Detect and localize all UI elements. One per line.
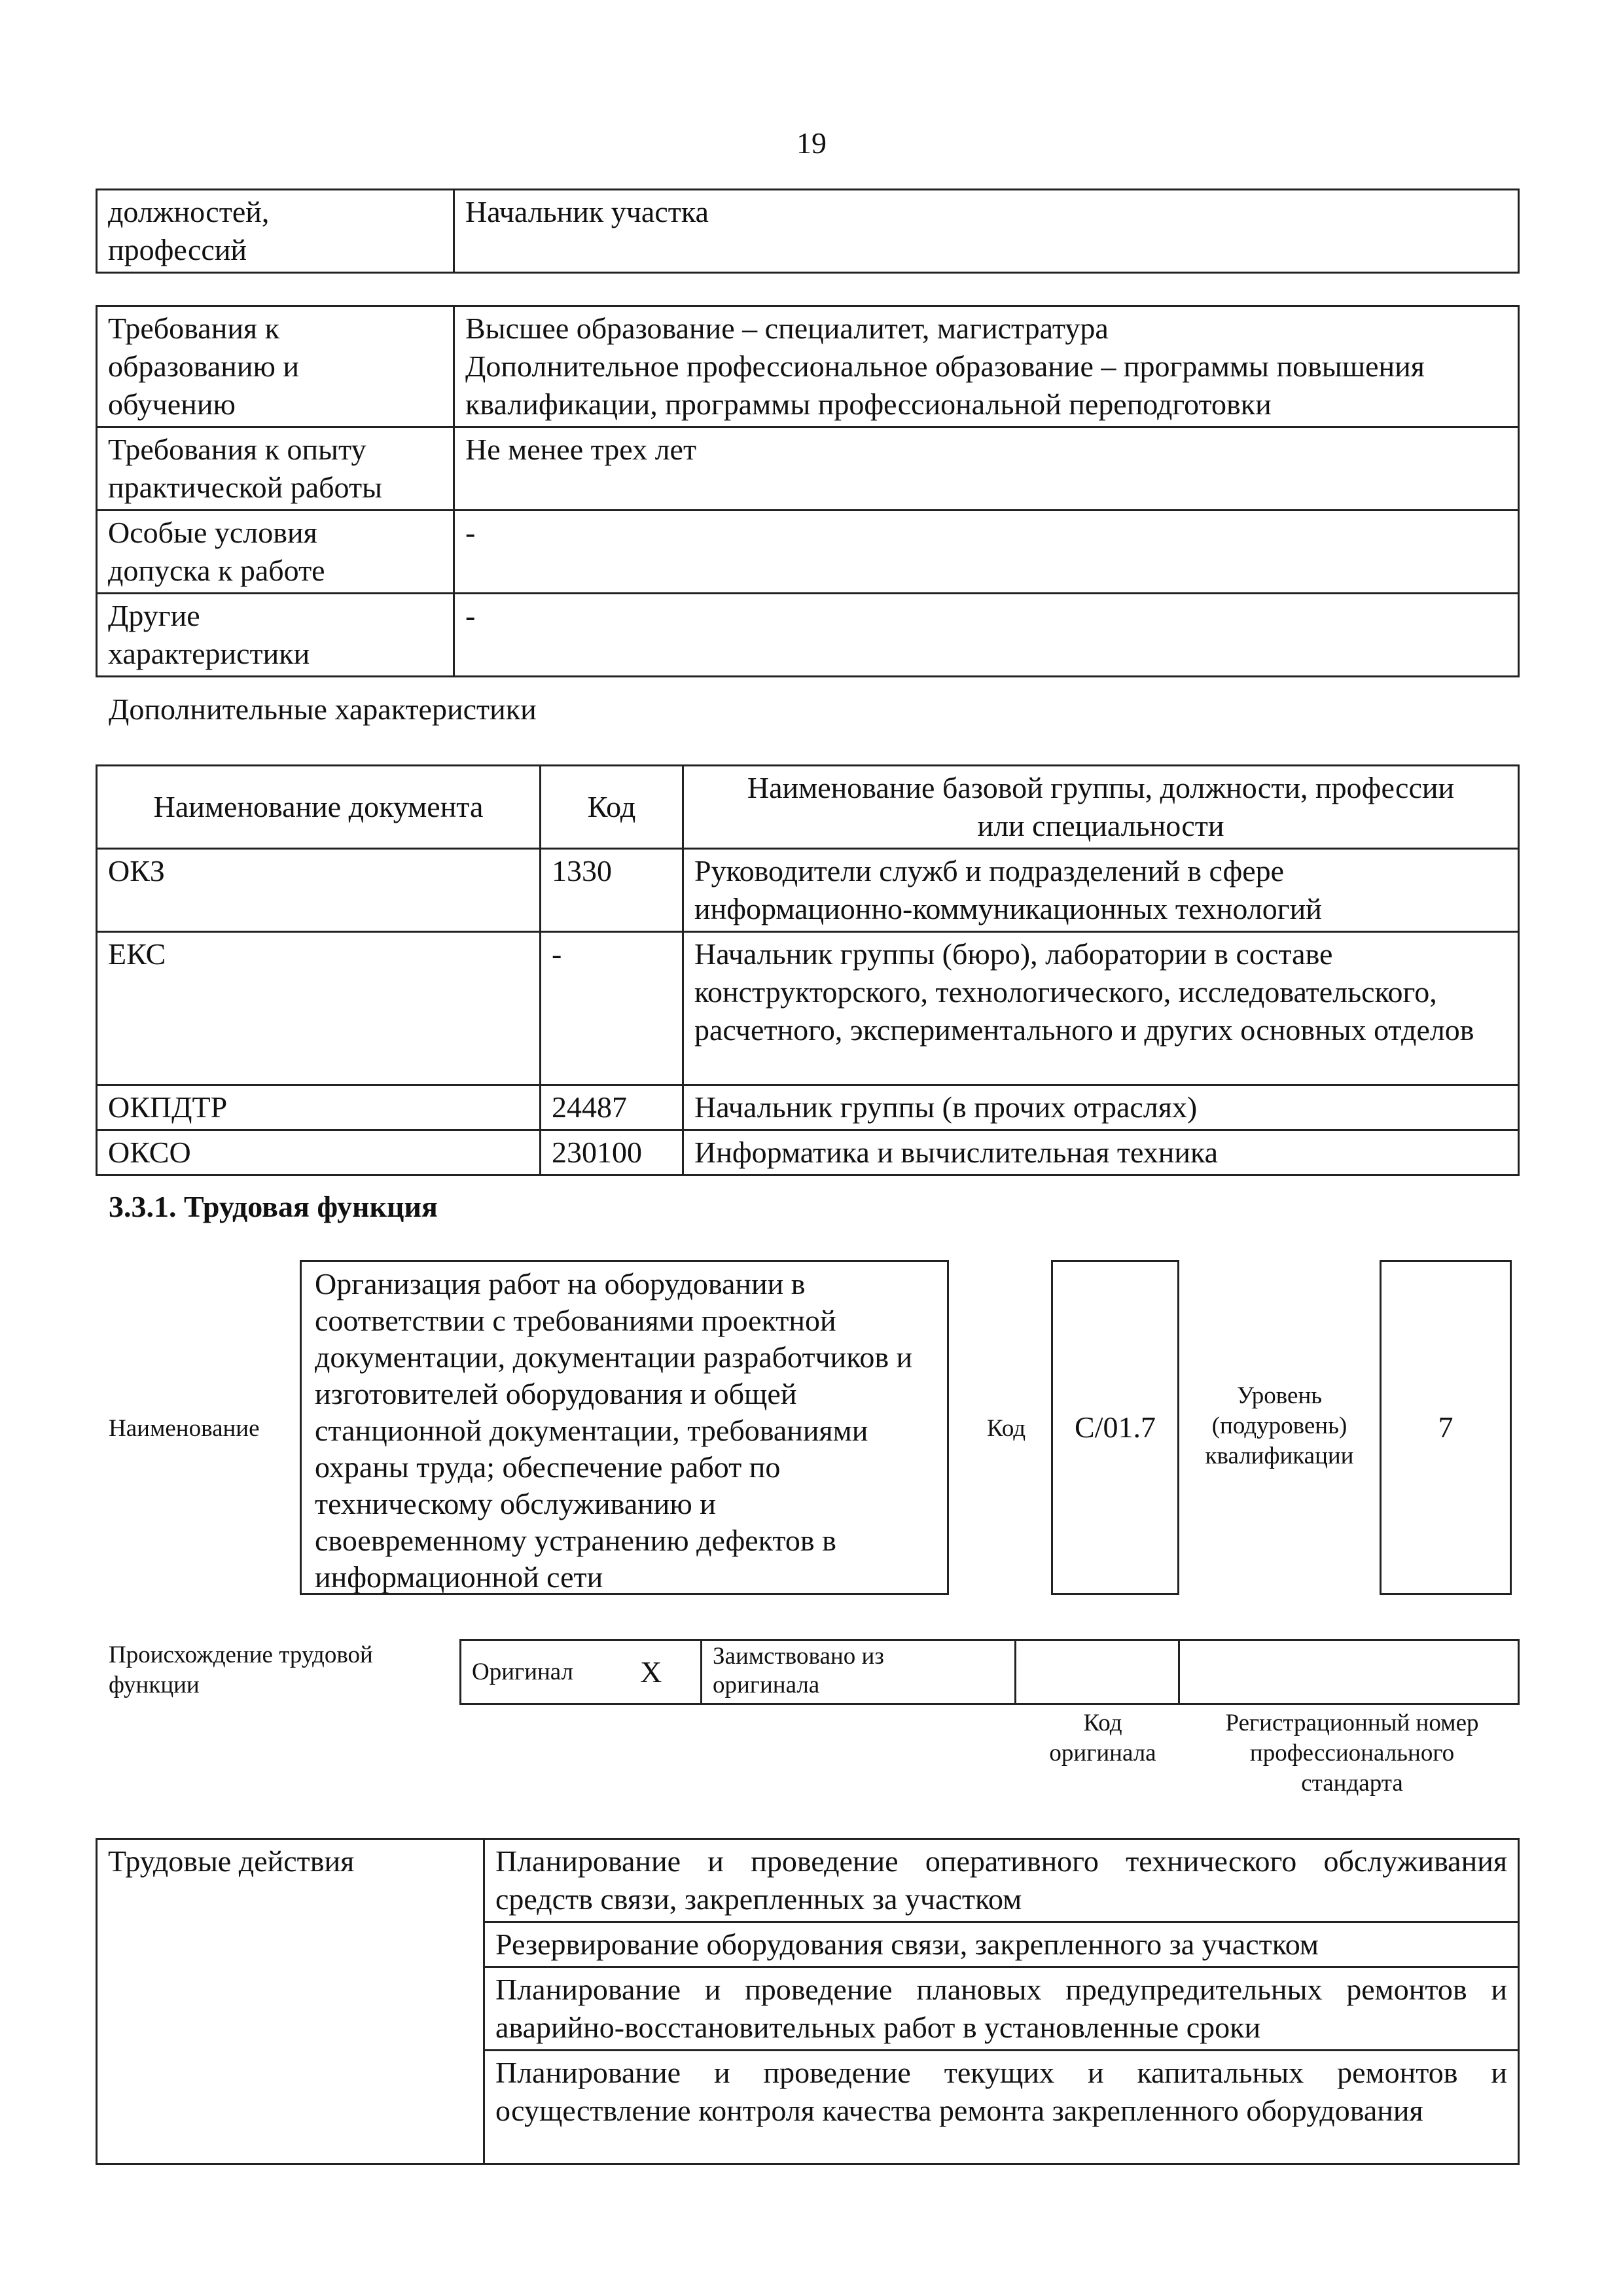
action-item: Планирование и проведение оперативного технического обслуживания средств связи, закрепленных за участком (484, 1839, 1519, 1922)
requirement-label: Особые условия допуска к работе (97, 511, 454, 594)
requirement-row (97, 427, 1519, 511)
action-item: Резервирование оборудования связи, закрепленного за участком (484, 1922, 1519, 1967)
function-code-label: Код (987, 1415, 1026, 1442)
function-name-box: Организация работ на оборудовании в соответствии с требованиями проектной документации, документации разработчиков и изготовителей оборудования и общей станционной документации, требованиями охраны труда; обеспечение работ по техническому обслуживанию и своевременному устранению дефектов в информационной сети (300, 1260, 949, 1595)
requirement-value: - (454, 594, 1519, 677)
function-level-label: Уровень (подуровень) квалификации (1205, 1382, 1354, 1469)
cell-code: 24487 (541, 1085, 683, 1130)
cell-code: - (541, 932, 683, 1085)
origin-table (459, 1639, 1520, 1705)
table-row (97, 849, 1519, 932)
function-level-box (1380, 1260, 1512, 1595)
function-level-value: 7 (1438, 1410, 1454, 1444)
page-number: 19 (796, 126, 827, 160)
function-heading: 3.3.1. Трудовая функция (109, 1190, 438, 1223)
requirement-label: Другие характеристики (97, 594, 454, 677)
origin-reg-caption: Регистрационный номер профессионального стандарта (1225, 1710, 1479, 1797)
actions-table (96, 1838, 1520, 2165)
header-name: Наименование базовой группы, должности, профессии или специальности (683, 766, 1519, 849)
cell-doc: ОКЗ (97, 849, 541, 932)
requirement-row (97, 306, 1519, 427)
cell-name: Начальник группы (бюро), лаборатории в составе конструкторского, технологического, исследовательского, расчетного, экспериментального и других основных отделов (683, 932, 1519, 1085)
requirement-label: Требования к образованию и обучению (97, 306, 454, 427)
additional-heading: Дополнительные характеристики (109, 692, 537, 726)
requirement-row (97, 511, 1519, 594)
cell-code: 230100 (541, 1130, 683, 1175)
action-item: Планирование и проведение текущих и капитальных ремонтов и осуществление контроля качества ремонта закрепленного оборудования (484, 2051, 1519, 2164)
header-code: Код (541, 766, 683, 849)
cell-code: 1330 (541, 849, 683, 932)
actions-label: Трудовые действия (97, 1839, 484, 2164)
origin-reg-cell (1179, 1640, 1519, 1704)
cell-name: Информатика и вычислительная техника (683, 1130, 1519, 1175)
table-row (97, 1085, 1519, 1130)
table-row (97, 1130, 1519, 1175)
requirement-value: Не менее трех лет (454, 427, 1519, 511)
cell-name: Начальник группы (в прочих отраслях) (683, 1085, 1519, 1130)
requirement-label: Требования к опыту практической работы (97, 427, 454, 511)
cell-doc: ОКПДТР (97, 1085, 541, 1130)
cell-doc: ОКСО (97, 1130, 541, 1175)
origin-original: Оригинал (461, 1640, 602, 1704)
table-header-row (97, 766, 1519, 849)
requirement-row (97, 594, 1519, 677)
requirement-value: - (454, 511, 1519, 594)
header-document: Наименование документа (97, 766, 541, 849)
origin-code-caption: Код оригинала (1049, 1710, 1156, 1767)
cell-name: Руководители служб и подразделений в сфере информационно-коммуникационных технологий (683, 849, 1519, 932)
requirements-table (96, 305, 1520, 677)
title-label: должностей, профессий (97, 190, 454, 273)
function-code-value: C/01.7 (1075, 1410, 1156, 1444)
origin-code-cell (1016, 1640, 1179, 1704)
origin-label: Происхождение трудовой функции (109, 1641, 373, 1698)
title-table (96, 188, 1520, 274)
origin-borrowed: Заимствовано из оригинала (702, 1640, 1016, 1704)
additional-table (96, 764, 1520, 1176)
title-value: Начальник участка (454, 190, 1519, 273)
function-code-box (1051, 1260, 1179, 1595)
origin-mark: X (602, 1640, 702, 1704)
cell-doc: ЕКС (97, 932, 541, 1085)
action-item: Планирование и проведение плановых предупредительных ремонтов и аварийно-восстановительных работ в установленные сроки (484, 1967, 1519, 2051)
table-row (97, 932, 1519, 1085)
function-name-label: Наименование (109, 1415, 260, 1442)
requirement-value: Высшее образование – специалитет, магистратура Дополнительное профессиональное образование – программы повышения квалификации, программы профессиональной переподготовки (454, 306, 1519, 427)
